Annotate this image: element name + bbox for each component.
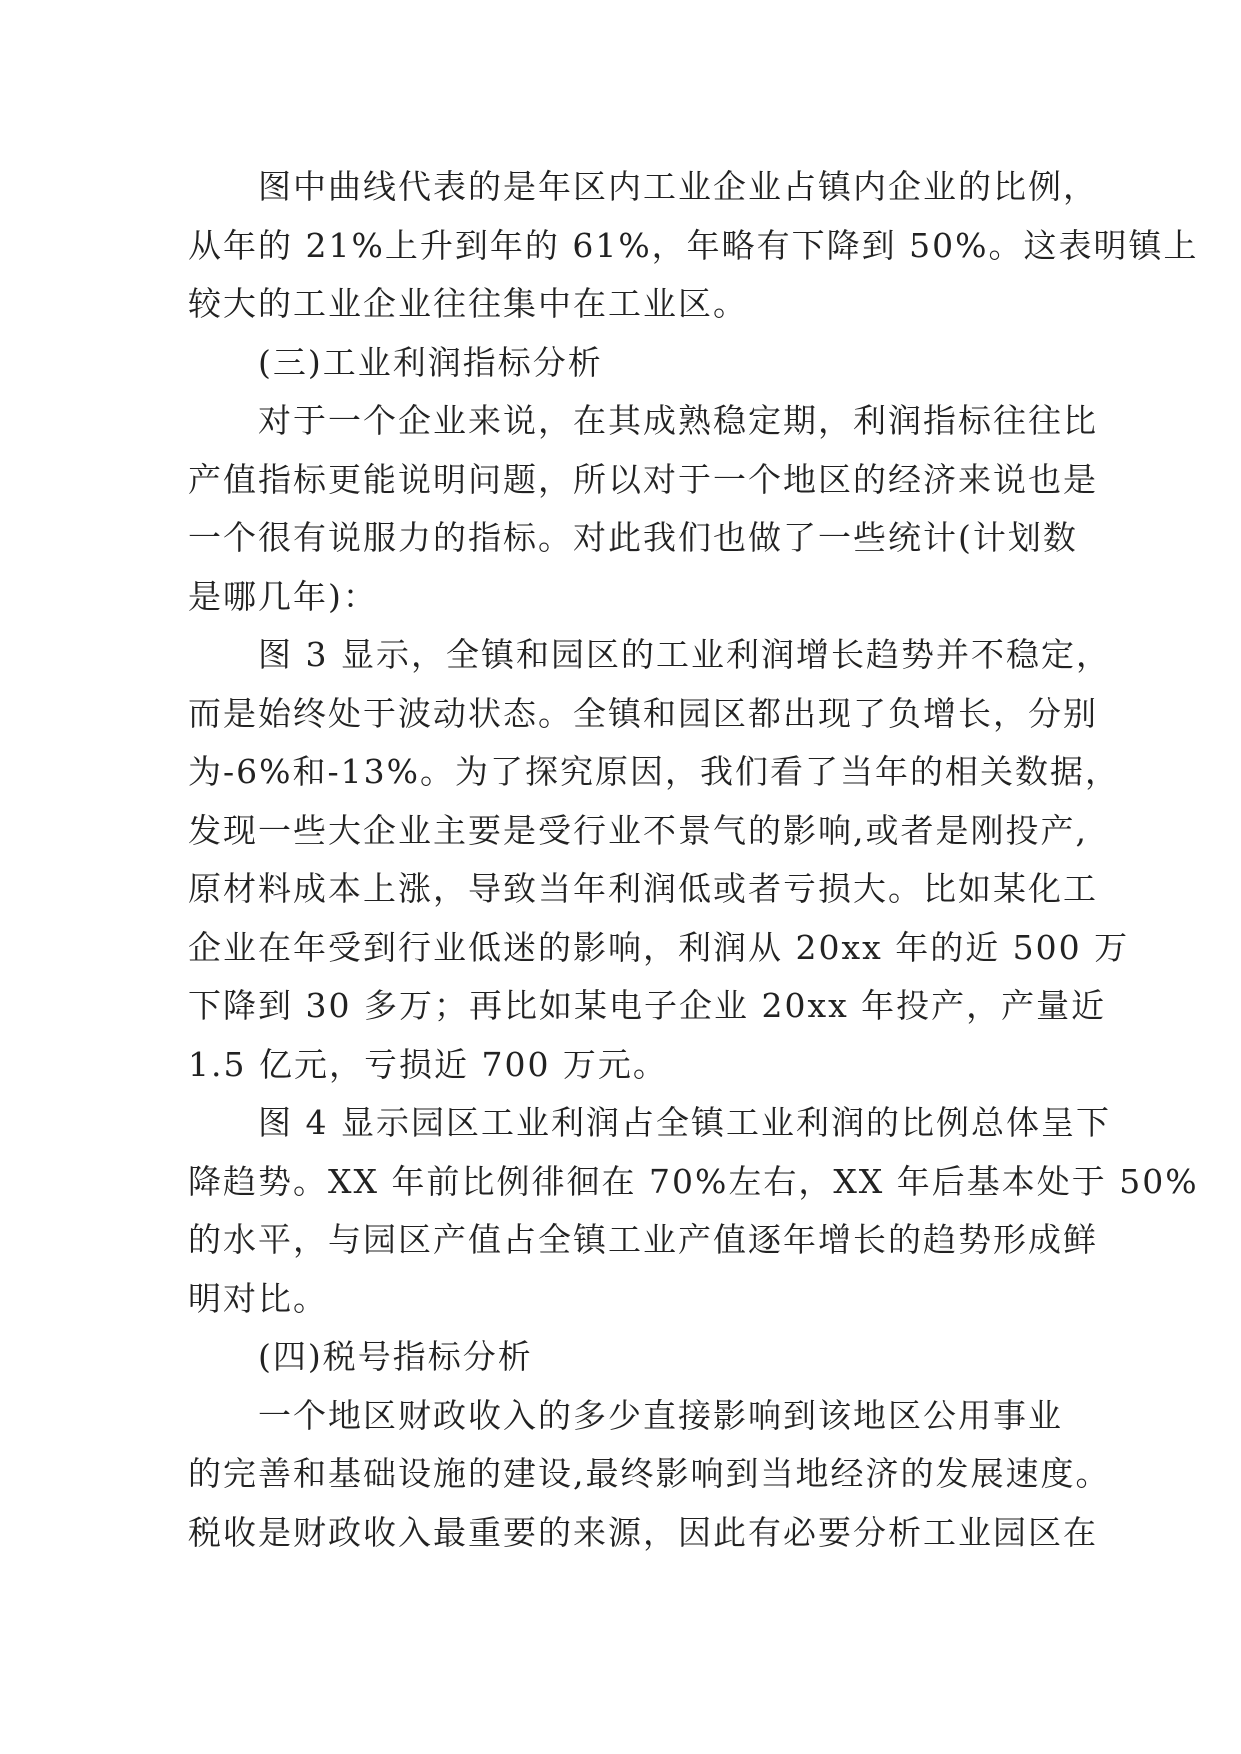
text-line: 发现一些大企业主要是受行业不景气的影响,或者是刚投产, <box>188 810 1088 850</box>
text-line: 图中曲线代表的是年区内工业企业占镇内企业的比例， <box>258 167 1098 206</box>
text-line: 较大的工业企业往往集中在工业区。 <box>188 284 748 323</box>
section-heading: (四)税号指标分析 <box>258 1337 533 1376</box>
text-line: 1.5 亿元，亏损近 700 万元。 <box>188 1044 668 1084</box>
text-line: 对于一个企业来说，在其成熟稳定期，利润指标往往比 <box>258 401 1098 440</box>
section-heading: (三)工业利润指标分析 <box>258 342 603 382</box>
text-line: 下降到 30 多万；再比如某电子企业 20xx 年投产，产量近 <box>188 986 1107 1025</box>
document-body <box>188 158 1199 1562</box>
text-line: 一个很有说服力的指标。对此我们也做了一些统计(计划数 <box>188 518 1078 557</box>
text-line: 一个地区财政收入的多少直接影响到该地区公用事业 <box>258 1395 1063 1435</box>
text-line: 而是始终处于波动状态。全镇和园区都出现了负增长，分别 <box>188 693 1098 733</box>
text-line: 的水平，与园区产值占全镇工业产值逐年增长的趋势形成鲜 <box>188 1220 1098 1259</box>
text-line: 从年的 21%上升到年的 61%，年略有下降到 50%。这表明镇上 <box>188 225 1199 265</box>
text-line: 原材料成本上涨，导致当年利润低或者亏损大。比如某化工 <box>188 869 1098 908</box>
text-line: 明对比。 <box>188 1278 328 1318</box>
text-line: 企业在年受到行业低迷的影响，利润从 20xx 年的近 500 万 <box>188 927 1130 967</box>
text-line: 是哪几年)： <box>188 576 378 616</box>
text-line: 的完善和基础设施的建设,最终影响到当地经济的发展速度。 <box>188 1454 1111 1493</box>
text-line: 税收是财政收入最重要的来源，因此有必要分析工业园区在 <box>188 1512 1098 1552</box>
text-line: 图 3 显示，全镇和园区的工业利润增长趋势并不稳定， <box>258 635 1111 674</box>
text-line: 降趋势。XX 年前比例徘徊在 70%左右，XX 年后基本处于 50% <box>188 1161 1199 1201</box>
text-line: 产值指标更能说明问题，所以对于一个地区的经济来说也是 <box>188 459 1098 499</box>
text-line: 图 4 显示园区工业利润占全镇工业利润的比例总体呈下 <box>258 1103 1111 1142</box>
text-line: 为-6%和-13%。为了探究原因，我们看了当年的相关数据， <box>188 752 1121 791</box>
